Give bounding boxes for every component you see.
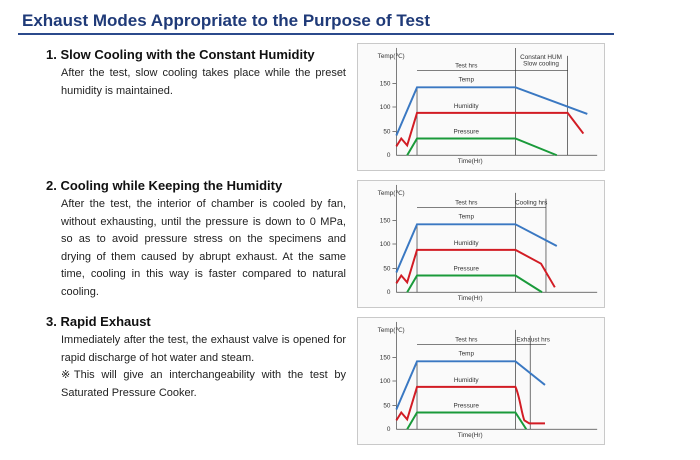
y-tick-label: 100 (379, 377, 391, 385)
section-note: ※This will give an interchangeability with the test by Saturated Pressure Cooker. (61, 369, 346, 399)
section-paragraph: Immediately after the test, the exhaust valve is opened for rapid discharge of hot water and steam. (61, 334, 346, 364)
curve-label-pressure: Pressure (453, 128, 479, 136)
y-tick-label: 50 (383, 128, 391, 136)
y-tick-label: 150 (379, 354, 391, 362)
y-tick-label: 50 (383, 265, 391, 273)
phase-label-line: Slow cooling (523, 60, 559, 68)
pressure-curve (407, 413, 526, 430)
x-axis-title: Time(Hr) (457, 158, 483, 166)
pressure-curve (407, 139, 557, 156)
y-axis-title: Temp(℃) (377, 52, 405, 60)
curve-label-humidity: Humidity (453, 376, 479, 384)
section-body (46, 332, 346, 402)
y-tick-label: 100 (379, 240, 391, 248)
y-tick-label: 50 (383, 402, 391, 410)
title-divider (18, 33, 614, 35)
chart-svg (358, 318, 604, 444)
phase-label-line: Constant HUM (520, 53, 562, 61)
phase-label-cooling: Cooling hrs (515, 199, 548, 207)
section-heading: 3. Rapid Exhaust (46, 314, 151, 329)
chart-slow-cooling (357, 43, 605, 171)
phase-label-test: Test hrs (455, 199, 478, 207)
y-tick-label: 0 (386, 426, 391, 434)
section-paragraph: After the test, the interior of chamber is cooled by fan, without exhausting, until the pressure is down to 0 MPa, so as to avoid pressure stress on the specimens and drying of them caused by abrupt exhaust. At the same time, cooling in this way is faster compared to natural cooling. (61, 198, 346, 298)
page-title: Exhaust Modes Appropriate to the Purpose of Test (22, 11, 431, 30)
y-tick-label: 150 (379, 80, 391, 88)
section-paragraph: After the test, slow cooling takes place while the preset humidity is maintained. (61, 67, 346, 97)
chart-rapid-exhaust (357, 317, 605, 445)
curve-label-temp: Temp (458, 76, 475, 84)
y-axis-title: Temp(℃) (377, 326, 405, 334)
curve-label-temp: Temp (458, 350, 475, 358)
curve-label-pressure: Pressure (453, 402, 479, 410)
section-heading: 2. Cooling while Keeping the Humidity (46, 178, 283, 193)
y-tick-label: 0 (386, 152, 391, 160)
y-axis-title: Temp(℃) (377, 189, 405, 197)
humidity-curve (396, 113, 583, 146)
chart-svg (358, 181, 604, 307)
curve-label-humidity: Humidity (453, 102, 479, 110)
section-rapid-exhaust (46, 314, 346, 402)
y-tick-label: 100 (379, 103, 391, 111)
section-cooling-keep-humidity (46, 178, 346, 301)
phase-label-slow-cooling (520, 54, 562, 68)
curve-label-humidity: Humidity (453, 239, 479, 247)
pressure-curve (407, 276, 542, 293)
phase-label-test: Test hrs (455, 336, 478, 344)
y-tick-label: 0 (386, 289, 391, 297)
x-axis-title: Time(Hr) (457, 432, 483, 440)
phase-label-exhaust: Exhaust hrs (516, 336, 551, 344)
section-heading: 1. Slow Cooling with the Constant Humidity (46, 47, 315, 62)
curve-label-temp: Temp (458, 213, 475, 221)
temp-curve (396, 87, 587, 135)
section-body (46, 65, 346, 100)
chart-svg (358, 44, 604, 170)
y-tick-label: 150 (379, 217, 391, 225)
chart-cooling-keep-humidity (357, 180, 605, 308)
curve-label-pressure: Pressure (453, 265, 479, 273)
x-axis-title: Time(Hr) (457, 295, 483, 303)
section-body (46, 196, 346, 301)
phase-label-test: Test hrs (455, 62, 478, 70)
section-slow-cooling (46, 47, 346, 100)
